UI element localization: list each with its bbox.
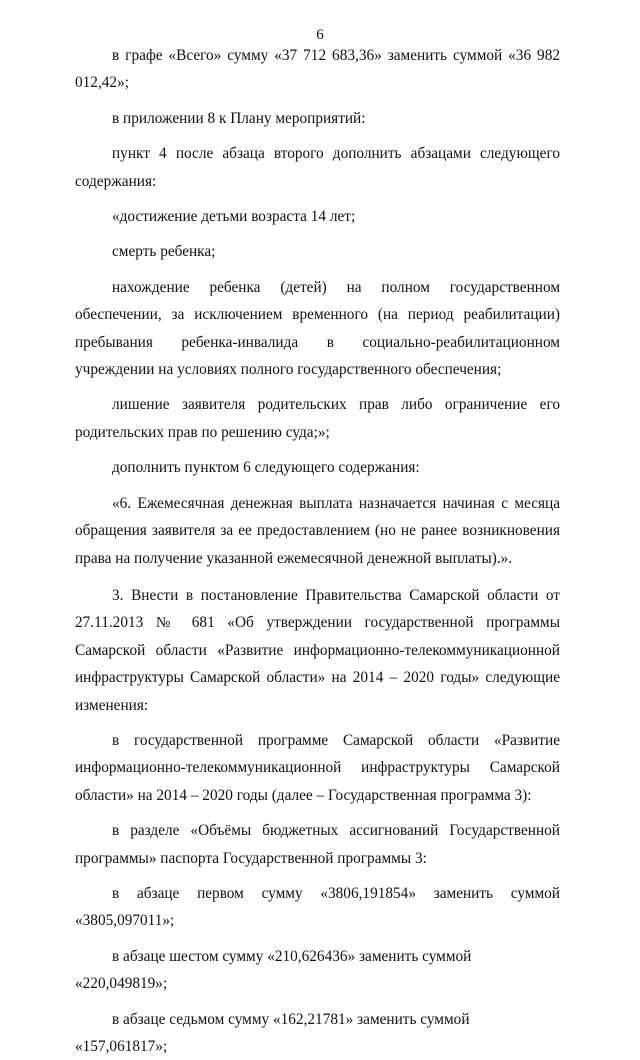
paragraph: в разделе «Объёмы бюджетных ассигнований Государственной программы» паспорта Государственной программы 3: [75, 822, 560, 867]
paragraph: дополнить пунктом 6 следующего содержания: [112, 459, 420, 477]
paragraph: «6. Ежемесячная денежная выплата назначается начиная с месяца обращения заявителя за ее предоставлением (но не ранее возникновения права на получение указанной ежемесячной денежной выплаты).». [75, 494, 560, 567]
paragraph: в абзаце первом сумму «3806,191854» заменить суммой «3805,097011»; [75, 884, 560, 930]
page-number: 6 [316, 27, 324, 43]
paragraph: «достижение детьми возраста 14 лет; [112, 208, 356, 226]
paragraph: 3. Внести в постановление Правительства Самарской области от 27.11.2013 № 681 «Об утверждении государственной программы Самарской области «Развитие информационно-телекоммуникационной инфраструктуры Самарской области» на 2014 – 2020 годы» следующие изменения: [75, 586, 560, 714]
paragraph: лишение заявителя родительских прав либо ограничение его родительских прав по решению суда;»; [75, 396, 560, 441]
paragraph: в абзаце седьмом сумму «162,21781» заменить суммой «157,061817»; [75, 1010, 470, 1055]
paragraph: пункт 4 после абзаца второго дополнить абзацами следующего содержания: [75, 145, 560, 190]
paragraph: в графе «Всего» сумму «37 712 683,36» заменить суммой «36 982 012,42»; [75, 47, 560, 92]
paragraph: смерть ребенка; [112, 243, 216, 261]
paragraph: в государственной программе Самарской области «Развитие информационно-телекоммуникационной инфраструктуры Самарской области» на 2014 – 2020 годы (далее – Государственная программа 3): [75, 731, 560, 804]
document-body [75, 42, 560, 1060]
paragraph: в приложении 8 к Плану мероприятий: [112, 109, 366, 127]
paragraph: нахождение ребенка (детей) на полном государственном обеспечении, за исключением временного (на период реабилитации) пребывания ребенка-инвалида в социально-реабилитационном учреждении на условиях полного государственного обеспечения; [75, 278, 560, 379]
paragraph: в абзаце шестом сумму «210,626436» заменить суммой «220,049819»; [75, 947, 472, 993]
